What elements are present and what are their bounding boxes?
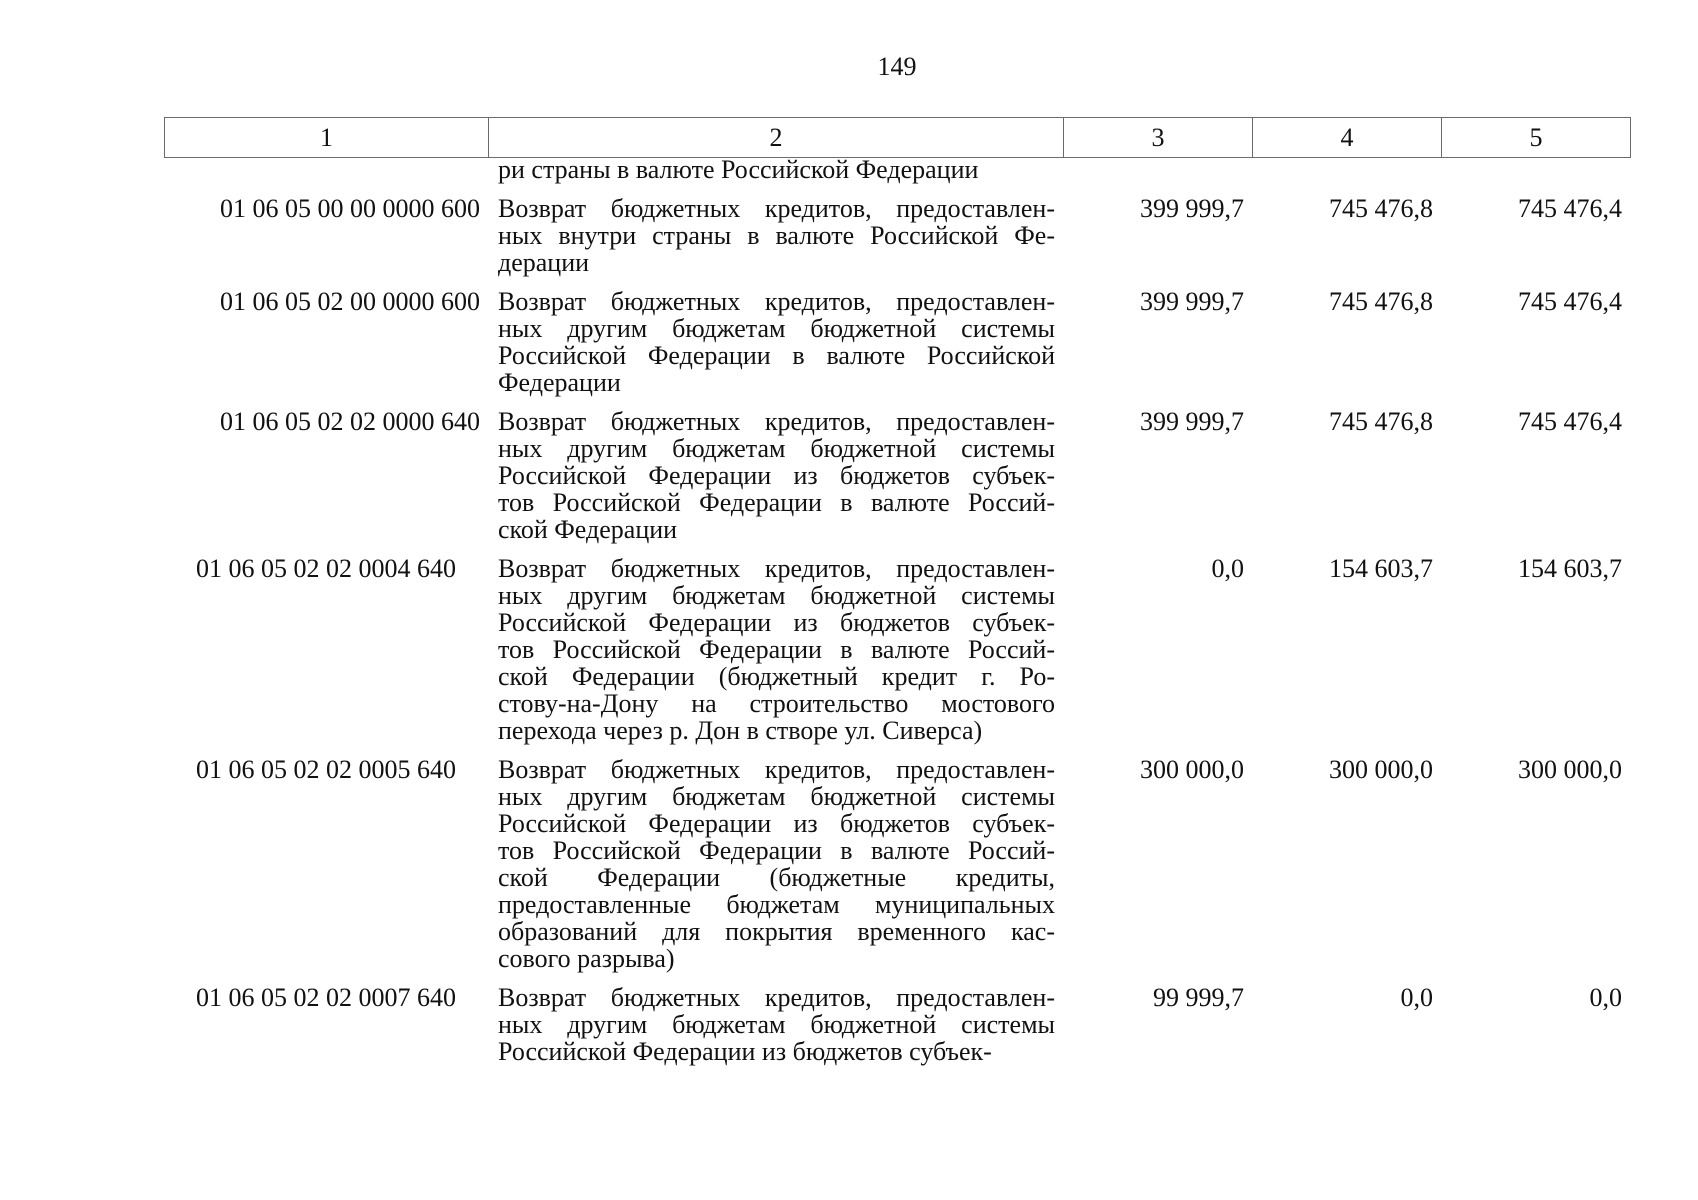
table-row [164, 555, 1630, 744]
description [488, 195, 1063, 276]
value-column-3: 300 000,0 [1140, 755, 1244, 784]
description [488, 756, 1063, 972]
budget-code: 01 06 05 02 02 0000 640 [220, 407, 480, 436]
description-line: ных другим бюджетам бюджетной системы [498, 314, 1055, 343]
value-column-4: 745 476,8 [1329, 194, 1433, 223]
column-header-1: 1 [165, 118, 489, 158]
description-line: тов Российской Федерации в валюте Россий- [498, 635, 1055, 664]
page-number: 149 [877, 52, 917, 81]
table-body [164, 156, 1630, 1065]
continuation-text: ри страны в валюте Российской Федерации [498, 155, 979, 184]
value-column-4: 300 000,0 [1329, 755, 1433, 784]
column-header-2: 2 [489, 118, 1064, 158]
description-line: Возврат бюджетных кредитов, предоставлен- [498, 755, 1055, 784]
value-column-4: 154 603,7 [1329, 554, 1433, 583]
description-line: стову-на-Дону на строительство мостового [498, 689, 1055, 718]
table-header [164, 117, 1631, 158]
budget-code: 01 06 05 02 02 0005 640 [196, 755, 456, 784]
description-line: ных другим бюджетам бюджетной системы [498, 782, 1055, 811]
description-line: Возврат бюджетных кредитов, предоставлен- [498, 983, 1055, 1012]
description-line: ных другим бюджетам бюджетной системы [498, 581, 1055, 610]
description-line: Российской Федерации из бюджетов субъек- [498, 461, 1055, 490]
continuation-row [164, 156, 1630, 183]
table-row [164, 288, 1630, 396]
value-column-3: 0,0 [1211, 554, 1244, 583]
description-line: Российской Федерации в валюте Российской [498, 341, 1055, 370]
description [488, 555, 1063, 744]
value-column-4: 745 476,8 [1329, 287, 1433, 316]
value-column-5: 0,0 [1589, 983, 1622, 1012]
description-line: ской Федерации (бюджетные кредиты, [498, 863, 1055, 892]
budget-code: 01 06 05 02 02 0004 640 [196, 554, 456, 583]
description-line: тов Российской Федерации в валюте Россий- [498, 836, 1055, 865]
table-row [164, 756, 1630, 972]
description-line: тов Российской Федерации в валюте Россий- [498, 488, 1055, 517]
budget-code: 01 06 05 02 02 0007 640 [196, 983, 456, 1012]
value-column-5: 745 476,4 [1518, 194, 1622, 223]
description-line: ской Федерации [498, 515, 678, 544]
value-column-4: 745 476,8 [1329, 407, 1433, 436]
budget-code: 01 06 05 00 00 0000 600 [220, 194, 480, 223]
description-line: ных другим бюджетам бюджетной системы [498, 1010, 1055, 1039]
description-line: Возврат бюджетных кредитов, предоставлен- [498, 407, 1055, 436]
description-line: Федерации [498, 368, 621, 397]
description [488, 984, 1063, 1065]
value-column-5: 745 476,4 [1518, 407, 1622, 436]
column-header-4: 4 [1253, 118, 1442, 158]
value-column-3: 399 999,7 [1140, 407, 1244, 436]
description-line: Российской Федерации из бюджетов субъек- [498, 608, 1055, 637]
table-row [164, 408, 1630, 543]
value-column-5: 745 476,4 [1518, 287, 1622, 316]
description-line: ных внутри страны в валюте Российской Фе- [498, 221, 1055, 250]
description-line: дерации [498, 248, 590, 277]
column-header-5: 5 [1442, 118, 1631, 158]
description [488, 408, 1063, 543]
column-header-3: 3 [1064, 118, 1253, 158]
description-line: сового разрыва) [498, 944, 675, 973]
description-line: Возврат бюджетных кредитов, предоставлен- [498, 194, 1055, 223]
value-column-5: 154 603,7 [1518, 554, 1622, 583]
value-column-5: 300 000,0 [1518, 755, 1622, 784]
description-line: образований для покрытия временного кас- [498, 917, 1055, 946]
description-line: перехода через р. Дон в створе ул. Сиверса) [498, 716, 983, 745]
budget-code: 01 06 05 02 00 0000 600 [220, 287, 480, 316]
value-column-4: 0,0 [1400, 983, 1433, 1012]
description-line: Российской Федерации из бюджетов субъек- [498, 1037, 992, 1066]
value-column-3: 399 999,7 [1140, 287, 1244, 316]
description-line: ных другим бюджетам бюджетной системы [498, 434, 1055, 463]
table-row [164, 984, 1630, 1065]
value-column-3: 99 999,7 [1153, 983, 1244, 1012]
description-line: предоставленные бюджетам муниципальных [498, 890, 1055, 919]
description-line: Российской Федерации из бюджетов субъек- [498, 809, 1055, 838]
value-column-3: 399 999,7 [1140, 194, 1244, 223]
description-line: Возврат бюджетных кредитов, предоставлен- [498, 554, 1055, 583]
description-line: Возврат бюджетных кредитов, предоставлен- [498, 287, 1055, 316]
table-row [164, 195, 1630, 276]
description [488, 288, 1063, 396]
description-line: ской Федерации (бюджетный кредит г. Ро- [498, 662, 1055, 691]
